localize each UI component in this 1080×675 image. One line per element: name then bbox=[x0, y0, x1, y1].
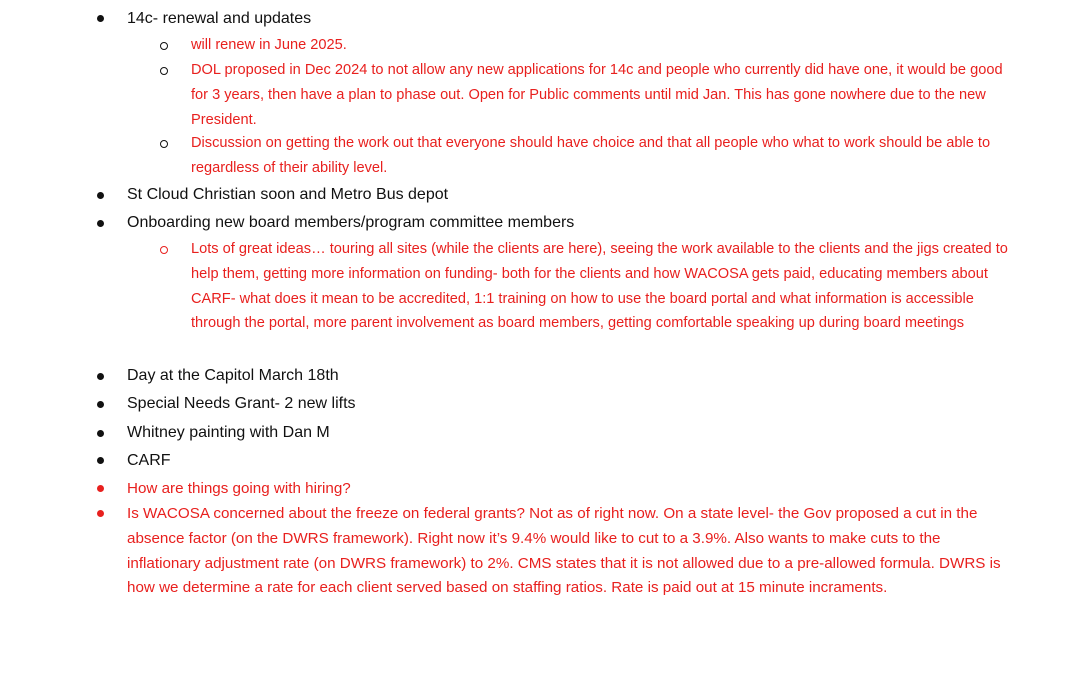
sub-item-renew: will renew in June 2025. bbox=[191, 37, 347, 53]
list-item-st-cloud: St Cloud Christian soon and Metro Bus depot bbox=[127, 186, 449, 203]
sub-item-discussion: Discussion on getting the work out that everyone should have choice and that all people who what to work should be able to regardless of their ability level. bbox=[191, 135, 991, 176]
bullet-icon bbox=[97, 192, 104, 199]
circle-bullet-icon bbox=[160, 140, 168, 148]
circle-bullet-icon bbox=[160, 67, 168, 75]
bullet-icon bbox=[97, 457, 104, 464]
sub-item-dol: DOL proposed in Dec 2024 to not allow any new applications for 14c and people who currently did have one, it would be good for 3 years, then have a plan to phase out. Open for Public comments until mid Jan. This has gone nowhere due to the new President. bbox=[191, 62, 1003, 128]
list-item-14c: 14c- renewal and updates bbox=[127, 10, 312, 27]
list-item-grant: Special Needs Grant- 2 new lifts bbox=[127, 395, 356, 412]
circle-bullet-icon bbox=[160, 42, 168, 50]
list-item-hiring: How are things going with hiring? bbox=[127, 480, 351, 497]
list-item-wacosa: Is WACOSA concerned about the freeze on federal grants? Not as of right now. On a state level- the Gov proposed a cut in the absence factor (on the DWRS framework). Right now it’s 9.4% would like to cut to a 3.9%. Also wants to make cuts to the inflationary adjustment rate (on DWRS framework) to 2%. CMS states that it is not allowed due to a pre-allowed formula. DWRS is how we determine a rate for each client served based on staffing ratios. Rate is paid out at 15 minute incraments. bbox=[127, 505, 1001, 597]
list-item-whitney: Whitney painting with Dan M bbox=[127, 424, 330, 441]
bullet-icon bbox=[97, 401, 104, 408]
bullet-icon bbox=[97, 430, 104, 437]
bullet-icon bbox=[97, 485, 104, 492]
list-item-onboarding: Onboarding new board members/program committee members bbox=[127, 214, 575, 231]
sub-item-ideas: Lots of great ideas… touring all sites (while the clients are here), seeing the work available to the clients and the jigs created to help them, getting more information on funding- both for the clients and how WACOSA gets paid, educating members about CARF- what does it mean to be accredited, 1:1 training on how to use the board portal and what information is accessible through the portal, more parent involvement as board members, getting comfortable speaking up during board meetings bbox=[191, 241, 1008, 332]
bullet-icon bbox=[97, 510, 104, 517]
list-item-carf: CARF bbox=[127, 452, 171, 469]
list-item-capitol: Day at the Capitol March 18th bbox=[127, 367, 339, 384]
bullet-icon bbox=[97, 220, 104, 227]
bullet-icon bbox=[97, 15, 104, 22]
circle-bullet-icon bbox=[160, 246, 168, 254]
bullet-icon bbox=[97, 373, 104, 380]
